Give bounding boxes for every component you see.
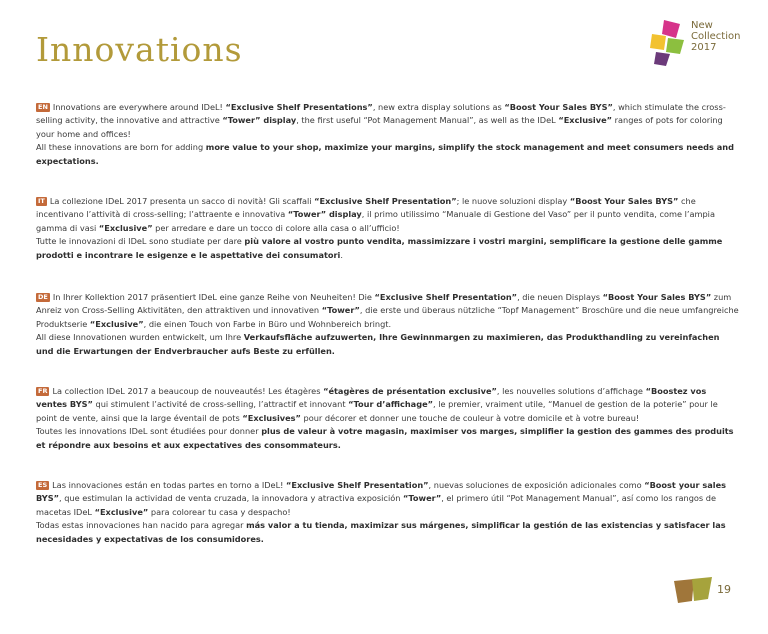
text-run: , die neuen Displays (517, 292, 603, 302)
text-run: Toutes les innovations IDeL sont étudiées pour donner (36, 426, 262, 437)
bold-text-run: “étagères de présentation exclusive” (323, 386, 497, 396)
section-paragraph (36, 141, 739, 168)
bold-text-run: Verkaufsfläche aufzuwerten, Ihre Gewinnmargen zu maximieren, das Produkthandling zu vereinfachen und die Erwartungen der Endverbraucher aufs Beste zu erfüllen. (36, 332, 720, 356)
language-flag-de: DE (38, 293, 48, 301)
language-flag-es: ES (38, 481, 48, 489)
text-run: che incentivano l’attività di cross-selling; l’attraente e innovativa (36, 196, 696, 220)
section-paragraph (36, 385, 739, 425)
text-run: , die einen Touch von Farbe in Büro und Wohnbereich bringt. (143, 318, 392, 329)
text-run: La collezione IDeL 2017 presenta un sacco di novità! Gli scaffali (49, 196, 315, 206)
text-run: , le premier, vraiment utile, “Manuel de gestion de la poterie” pour le point de vente, ainsi que la large éventail de pots (36, 399, 718, 423)
section-en (36, 101, 739, 168)
bold-text-run: “Boost Your Sales BYS” (602, 292, 712, 302)
text-run: In Ihrer Kollektion 2017 präsentiert IDeL eine ganze Reihe von Neuheiten! Die (52, 292, 375, 302)
bold-text-run: “Tower” (321, 305, 360, 316)
bold-text-run: più valore al vostro punto vendita, massimizzare i vostri margini, semplificare la gestione delle gamme prodotti e incontrare le esigenze e le aspettative dei consumatori (36, 236, 723, 260)
text-run: qui stimulent l’activité de cross-selling, l’attractif et innovant (92, 399, 349, 410)
text-run: , new extra display solutions as (372, 102, 505, 112)
text-run: , die erste und überaus nützliche “Topf Management” Broschüre und die neue umfangreiche Produktserie (36, 305, 739, 329)
text-run: . (340, 249, 343, 260)
bold-text-run: more value to your shop, maximize your margins, simplify the stock management and meet consumers needs and expectations. (36, 142, 734, 166)
text-run: Todas estas innovaciones han nacido para agregar (36, 520, 247, 531)
page-number: 19 (717, 583, 731, 596)
text-run: , the first useful “Pot Management Manual”, as well as the IDeL (296, 115, 559, 126)
badge-collection: Collection (691, 31, 741, 42)
section-paragraph (36, 195, 739, 235)
text-run: La collection IDeL 2017 a beaucoup de nouveautés! Les étagères (52, 386, 324, 396)
bold-text-run: “Boostez vos ventes BYS” (36, 386, 707, 410)
bold-text-run: “Exclusive Shelf Presentations” (225, 102, 373, 112)
text-run: , que estimulan la actividad de venta cruzada, la innovadora y atractiva exposición (59, 493, 404, 504)
bold-text-run: más valor a tu tienda, maximizar sus márgenes, simplificar la gestión de las existencias y satisfacer las necesidades y expectativas de los consumidores. (36, 520, 726, 544)
text-run: , il primo utilissimo “Manuale di Gestione del Vaso” per il punto vendita, come l’ampia gamma di vasi (36, 209, 715, 233)
text-run: , which stimulate the cross-selling activity, the innovative and attractive (36, 102, 726, 126)
section-paragraph (36, 291, 739, 331)
bold-text-run: “Exclusive” (98, 222, 153, 233)
text-run: , el primero útil “Pot Management Manual”, así como los rangos de macetas IDeL (36, 493, 717, 517)
text-run: para colorear tu casa y despacho! (148, 506, 291, 517)
section-paragraph (36, 331, 739, 358)
bold-text-run: “Exclusive Shelf Presentation” (374, 292, 518, 302)
badge-new: New (691, 20, 713, 31)
section-paragraph (36, 425, 739, 452)
badge-year: 2017 (691, 42, 717, 53)
text-run: ; le nuove soluzioni display (456, 196, 570, 206)
bold-text-run: plus de valeur à votre magasin, maximiser vos marges, simplifier la gestion des gammes des produits et répondre aux besoins et aux expectatives des consommateurs. (36, 426, 734, 450)
text-run: Las innovaciones están en todas partes en torno a IDeL! (52, 480, 287, 490)
text-run: All these innovations are born for adding (36, 142, 206, 153)
section-fr (36, 385, 739, 452)
bold-text-run: “Exclusives” (242, 412, 301, 423)
color-blocks-logo-icon (650, 20, 690, 66)
language-flag-en: EN (38, 103, 48, 111)
section-paragraph (36, 101, 739, 141)
section-paragraph (36, 519, 739, 546)
text-run: Tutte le innovazioni di IDeL sono studiate per dare (36, 236, 245, 247)
bold-text-run: “Boost Your Sales BYS” (504, 102, 613, 112)
section-paragraph (36, 235, 739, 262)
bold-text-run: “Tour d’affichage” (348, 399, 434, 410)
text-run: Innovations are everywhere around IDeL! (52, 102, 226, 112)
bold-text-run: “Exclusive Shelf Presentation” (314, 196, 457, 206)
bold-text-run: “Exclusive Shelf Presentation” (286, 480, 429, 490)
bold-text-run: “Exclusive” (89, 318, 144, 329)
bold-text-run: “Boost Your Sales BYS” (569, 196, 679, 206)
text-run: per arredare e dare un tocco di colore alla casa o all’ufficio! (152, 222, 400, 233)
bold-text-run: “Tower” (403, 493, 442, 504)
text-run: ranges of pots for coloring your home and offices! (36, 115, 723, 139)
text-run: zum Anreiz von Cross-Selling Aktivitäten, den attraktiven und innovativen (36, 292, 732, 316)
bold-text-run: “Exclusive” (558, 115, 613, 126)
bold-text-run: “Boost your sales BYS” (36, 480, 727, 504)
bold-text-run: “Tower” display (222, 115, 297, 126)
new-collection-badge (650, 20, 750, 70)
bold-text-run: “Tower” display (287, 209, 362, 220)
bold-text-run: “Exclusive” (94, 506, 149, 517)
language-flag-fr: FR (38, 387, 48, 395)
footer-pots-icon (672, 577, 716, 607)
language-flag-it: IT (38, 197, 45, 205)
page-title: Innovations (36, 30, 243, 69)
section-de (36, 291, 739, 358)
text-run: pour décorer et donner une touche de couleur à votre domicile et à votre bureau! (300, 412, 640, 423)
text-run: All diese Innovationen wurden entwickelt, um Ihre (36, 332, 244, 343)
section-paragraph (36, 479, 739, 519)
text-run: , les nouvelles solutions d’affichage (496, 386, 646, 396)
section-es (36, 479, 739, 546)
section-it (36, 195, 739, 262)
text-run: , nuevas soluciones de exposición adicionales como (428, 480, 645, 490)
